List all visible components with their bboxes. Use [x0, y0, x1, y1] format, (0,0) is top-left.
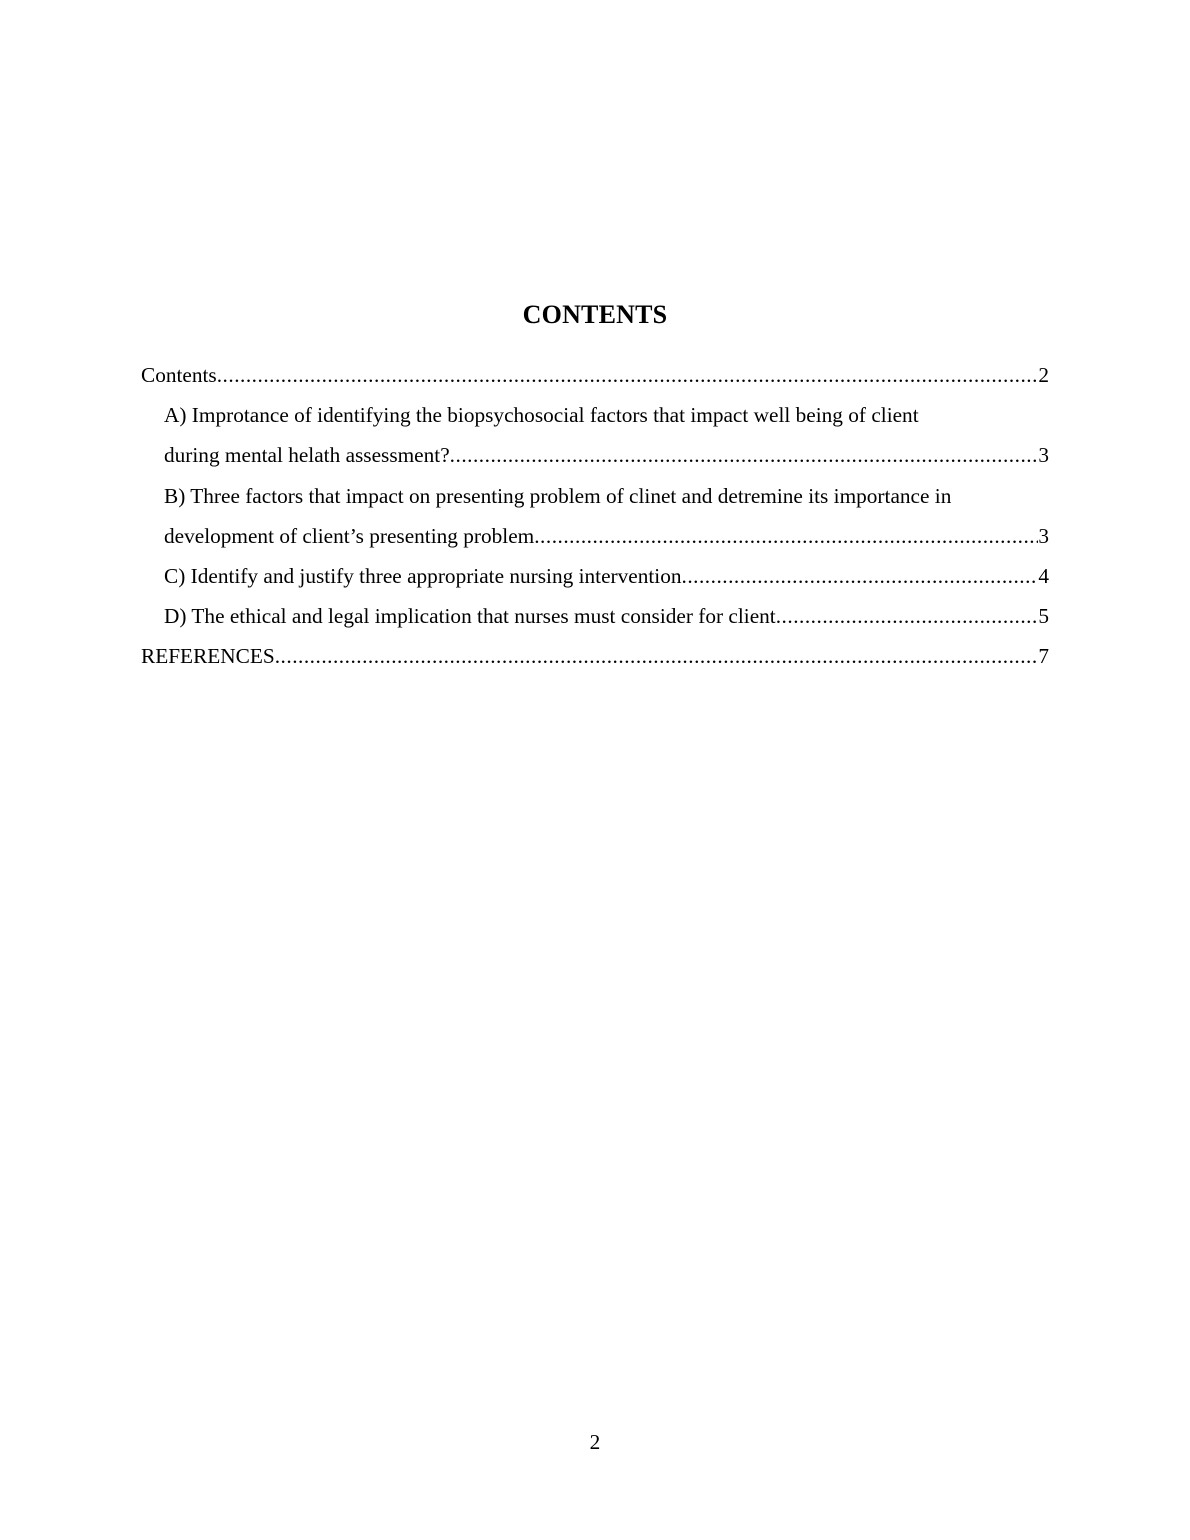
toc-entry-line [164, 596, 1049, 636]
dot-leader [275, 636, 1039, 676]
toc-entry-references[interactable] [141, 636, 1049, 676]
dot-leader [534, 516, 1038, 556]
toc-entry-line [141, 636, 1049, 676]
dot-leader [450, 435, 1039, 475]
dot-leader [217, 355, 1039, 395]
toc-page-number: 7 [1038, 644, 1049, 669]
page-number-footer: 2 [589, 1430, 601, 1454]
toc-entry-section-b[interactable] [164, 476, 1049, 556]
toc-entry-label: REFERENCES [141, 644, 275, 669]
toc-entry-label-line1: A) Improtance of identifying the biopsychosocial factors that impact well being of client [164, 403, 919, 428]
toc-entry-section-c[interactable] [164, 556, 1049, 596]
dot-leader [776, 596, 1039, 636]
toc-entry-line [141, 355, 1049, 395]
toc-entry-label: during mental helath assessment? [164, 443, 450, 468]
toc-page-number: 4 [1038, 564, 1049, 589]
toc-entry-label: C) Identify and justify three appropriate nursing intervention [164, 564, 682, 589]
toc-entry-line [164, 556, 1049, 596]
toc-entry-label-line1: B) Three factors that impact on presenting problem of clinet and detremine its importance in [164, 483, 952, 508]
dot-leader [682, 556, 1039, 596]
toc-page-number: 3 [1038, 443, 1049, 468]
toc-entry-contents[interactable] [141, 355, 1049, 395]
toc-entry-label: development of client’s presenting problem [164, 523, 535, 548]
toc-entry-label: D) The ethical and legal implication that nurses must consider for client [164, 604, 776, 629]
toc-entry-line [164, 516, 1049, 556]
toc-entry-label: Contents [141, 363, 217, 387]
toc-page-number: 2 [1038, 363, 1049, 387]
table-of-contents [141, 355, 1049, 677]
toc-entry-line [164, 435, 1049, 475]
toc-page-number: 5 [1038, 604, 1049, 629]
toc-heading: CONTENTS [522, 300, 668, 329]
toc-entry-section-d[interactable] [164, 596, 1049, 636]
toc-page-number: 3 [1038, 523, 1049, 548]
toc-entry-section-a[interactable] [164, 395, 1049, 475]
